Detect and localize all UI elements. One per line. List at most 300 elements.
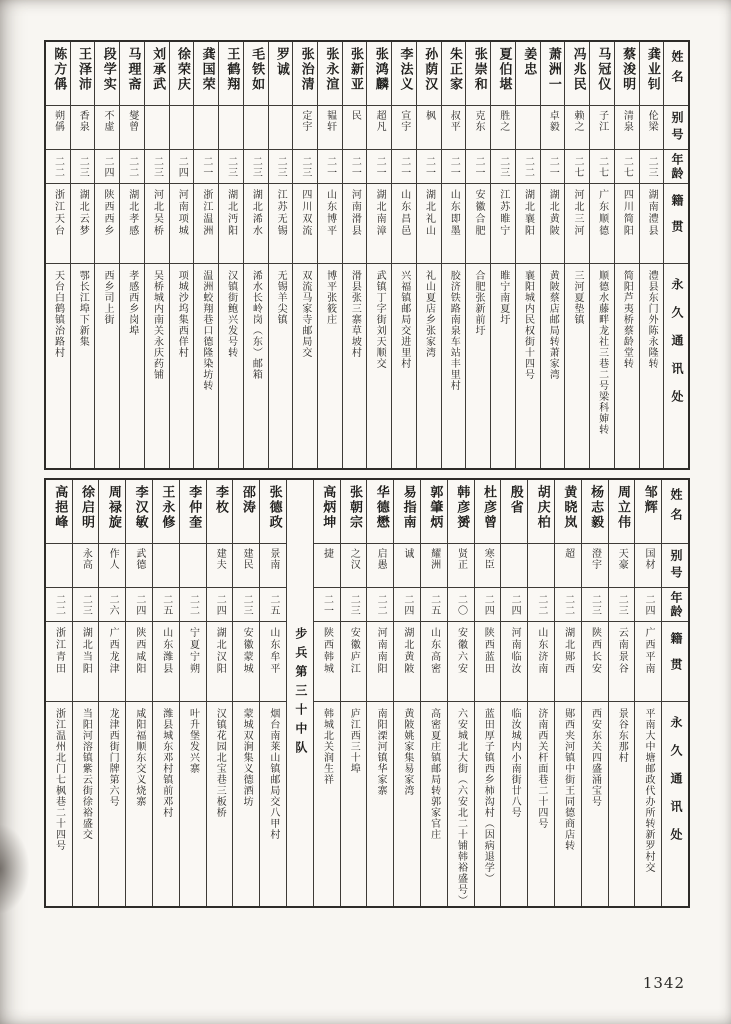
person-name-text: 马理斋 [125,47,141,92]
person-address [640,264,664,468]
roster-column [233,480,260,906]
person-age-text: 二四 [133,593,145,616]
roster-table-bottom [44,478,690,908]
roster-column [120,42,145,468]
person-age [392,150,416,184]
person-native-place-text: 宁夏宁朔 [187,627,199,675]
person-address [233,702,259,906]
person-age-text: 二二 [187,593,199,616]
person-native-place [126,622,152,702]
roster-column [73,480,100,906]
person-native-place-text: 浙江青田 [53,627,65,675]
roster-column [341,480,368,906]
person-address [180,702,206,906]
person-age-text: 二一 [398,155,410,178]
page-number: 1342 [642,974,685,992]
person-age [448,588,474,622]
person-alias [318,106,342,150]
person-native-place-text: 湖北黄陂 [547,189,559,237]
person-address [99,702,125,906]
person-name [73,480,99,544]
person-native-place-text: 河北吴桥 [151,189,163,237]
person-age [260,588,286,622]
scan-smudge [0,824,30,914]
person-alias [244,106,268,150]
person-age [341,588,367,622]
person-address [466,264,490,468]
person-alias [367,106,391,150]
person-address-text: 蓝田厚子镇西乡柿沟村（因病退学） [482,708,494,884]
person-name [541,42,565,106]
person-address-text: 礼山夏店乡张家湾 [423,270,435,358]
person-alias-text: 枫 [423,110,435,121]
person-alias-text: 永高 [80,548,92,570]
person-native-place-text: 山东潍县 [160,627,172,675]
person-name [318,42,342,106]
person-native-place [475,622,501,702]
person-address [516,264,540,468]
person-native-place [46,622,72,702]
person-age [233,588,259,622]
person-age [343,150,367,184]
person-name-text: 龚业钊 [644,47,660,92]
person-age [170,150,194,184]
person-name-text: 张朝宗 [347,485,362,530]
person-address-text: 平南大中塘邮政代办所转新罗村交 [643,708,655,873]
person-name [555,480,581,544]
roster-column [491,42,516,468]
person-address-text: 济南西关杆面巷二十四号 [535,708,547,829]
person-age [609,588,635,622]
person-name-text: 王永修 [159,485,175,530]
person-age [120,150,144,184]
person-name [99,480,125,544]
person-native-place-text: 浙江温洲 [200,189,212,237]
person-age-text: 二三 [80,593,92,616]
person-alias-text: 景南 [267,548,279,570]
person-address-text: 黄陂姚家集易家湾 [401,708,413,796]
person-native-place-text: 安徽合肥 [473,189,484,237]
person-alias [73,544,99,588]
header-name-label-text: 姓名 [669,488,683,528]
person-alias-text: 天豪 [616,548,628,570]
person-alias [582,544,608,588]
roster-column [565,42,590,468]
person-native-place-text: 山东高密 [428,627,440,675]
person-age [635,588,661,622]
person-alias [590,106,614,150]
person-address-text: 西乡司上街 [101,270,113,325]
person-address-text: 项城沙坞集西佯村 [176,270,188,358]
person-age-text: 二七 [596,155,608,178]
roster-column [343,42,368,468]
person-age [442,150,466,184]
person-address-text: 韩城北关润生祥 [321,708,333,785]
person-native-place-text: 广东顺德 [596,189,608,237]
person-name-text: 杨志毅 [588,485,604,530]
person-native-place-text: 山东即墨 [448,189,460,237]
person-alias [233,544,259,588]
person-native-place [501,622,527,702]
person-alias-text: 作人 [107,548,119,570]
person-age-text: 二一 [423,155,435,178]
person-native-place [367,622,393,702]
person-age-text: 二一 [349,155,361,178]
person-alias [555,544,581,588]
person-age-text: 二三 [646,155,658,178]
person-address-text: 无锡羊尖镇 [275,270,287,325]
person-name [194,42,218,106]
roster-column [394,480,421,906]
person-name-text: 李法义 [397,47,413,92]
person-alias [501,544,527,588]
person-alias-text: 超凡 [374,110,386,132]
person-alias [635,544,661,588]
person-alias [46,544,72,588]
person-address-text: 睢宁南夏圩 [497,270,509,325]
person-alias-text: 清泉 [621,110,633,132]
person-name-text: 毛铁如 [249,47,265,92]
person-name [516,42,540,106]
person-native-place [269,184,293,264]
person-native-place [392,184,416,264]
person-age-text: 二三 [348,593,360,616]
person-alias-text: 寒臣 [482,548,494,570]
person-alias [528,544,554,588]
person-age-text: 二四 [643,593,655,616]
roster-column [153,480,180,906]
person-name-text: 姜忠 [521,47,537,77]
person-age-text: 二五 [160,593,172,616]
person-name-text: 郭肇炳 [427,485,443,530]
header-alias-label-text: 别号 [669,549,683,583]
person-native-place-text: 河南南阳 [375,627,387,675]
roster-column [421,480,448,906]
person-name-text: 杜彦曾 [480,485,496,530]
person-native-place [555,622,581,702]
person-name [367,480,393,544]
person-name-text: 刘承武 [150,47,166,92]
roster-column [367,42,392,468]
person-native-place [244,184,268,264]
person-native-place [99,622,125,702]
person-address-text: 武镇丁字街刘天顺交 [374,270,386,369]
person-native-place-text: 湖北浠水 [250,189,262,237]
person-address-text: 景谷东那村 [616,708,628,763]
person-address-text: 南阳溧河镇华家寨 [375,708,387,796]
roster-table-top [44,40,690,470]
person-name-text: 殷省 [507,485,523,515]
person-address [501,702,527,906]
person-native-place [233,622,259,702]
person-age-text: 二〇 [455,593,467,616]
person-native-place [260,622,286,702]
person-age [615,150,639,184]
header-native-label-text: 籍贯 [669,632,683,684]
person-name-text: 龚国荣 [199,47,215,92]
header-native-label-text: 籍贯 [670,194,685,246]
person-address [491,264,515,468]
person-name [126,480,152,544]
header-age-label-text: 年龄 [669,590,683,619]
roster-column [260,480,287,906]
person-alias-text: 伦梁 [646,110,658,132]
person-alias [448,544,474,588]
person-age [367,588,393,622]
person-name [269,42,293,106]
person-name-text: 萧洲一 [545,47,561,92]
person-age-text: 二二 [126,155,138,178]
person-name [170,42,194,106]
person-native-place-text: 湖北汉阳 [214,627,226,675]
person-address-text: 温洲蛟翔巷口德隆染坊转 [200,270,212,391]
person-age [516,150,540,184]
person-native-place-text: 湖北郧西 [562,627,574,675]
person-name-text: 李汉敏 [132,485,148,530]
person-native-place [582,622,608,702]
person-name [491,42,515,106]
person-age-text: 二一 [324,155,336,178]
roster-column [207,480,234,906]
person-name [244,42,268,106]
roster-column [46,480,73,906]
roster-column [46,42,71,468]
roster-column [635,480,662,906]
person-age [293,150,317,184]
person-age-text: 二三 [589,593,601,616]
person-address-text: 庐江西三十埠 [348,708,360,774]
person-age-text: 二三 [77,155,89,178]
person-native-place-text: 山东博平 [324,189,336,237]
person-alias [293,106,317,150]
person-alias-text: 之汉 [348,548,360,570]
person-address-text: 当阳河溶镇紫云街徐裕盛交 [80,708,92,840]
person-alias-text: 民 [349,110,361,121]
roster-column [293,42,318,468]
person-address [475,702,501,906]
person-address-text: 黄陂蔡店邮局转萧家湾 [547,270,559,380]
person-native-place [341,622,367,702]
roster-column [640,42,665,468]
person-address [71,264,95,468]
person-name-text: 王泽沛 [75,47,91,92]
person-age-text: 二五 [267,593,279,616]
person-alias [71,106,95,150]
person-name-text: 韩彦赟 [454,485,470,530]
person-address [541,264,565,468]
person-age [640,150,664,184]
person-name-text: 张新亚 [348,47,364,92]
person-name-text: 张鸿麟 [372,47,388,92]
person-age-text: 二七 [571,155,583,178]
person-age [219,150,243,184]
person-native-place [640,184,664,264]
person-address [528,702,554,906]
person-address-text: 烟台南莱山镇邮局交八甲村 [267,708,279,840]
roster-column [448,480,475,906]
person-address [269,264,293,468]
person-alias [394,544,420,588]
person-age [541,150,565,184]
person-alias [392,106,416,150]
person-age-text: 二三 [250,155,262,178]
person-name [582,480,608,544]
person-address [367,702,393,906]
person-age-text: 二二 [375,593,387,616]
person-name [590,42,614,106]
roster-column [475,480,502,906]
person-age-text: 二一 [321,593,333,616]
roster-column [244,42,269,468]
person-address-text: 孝感西乡岗埠 [126,270,138,336]
person-name-text: 易指南 [400,485,416,530]
person-native-place-text: 四川简阳 [621,189,633,237]
person-age [582,588,608,622]
person-name-text: 孙荫汉 [422,47,438,92]
roster-column [516,42,541,468]
roster-column [180,480,207,906]
person-alias-text: 启愚 [375,548,387,570]
person-native-place-text: 浙江天台 [52,189,64,237]
person-name-text: 徐荣庆 [174,47,190,92]
person-alias [170,106,194,150]
header-name-label-text: 姓名 [670,50,685,90]
header-column [662,480,688,906]
person-alias [609,544,635,588]
person-age-text: 二三 [151,155,163,178]
person-address [95,264,119,468]
person-name [207,480,233,544]
person-address-text: 顺德水藤畔龙社三巷二号梁科婶转 [596,270,608,435]
roster-column [367,480,394,906]
person-address [314,702,340,906]
person-name [609,480,635,544]
person-address [590,264,614,468]
person-address-text: 浙江温州北门七枫巷二十四号 [53,708,65,851]
person-native-place [153,622,179,702]
person-native-place-text: 山东昌邑 [398,189,410,237]
person-alias-text: 国材 [643,548,655,570]
person-age [46,588,72,622]
person-native-place [95,184,119,264]
header-age-label [664,150,688,184]
header-address-label [662,702,688,906]
person-age-text: 二三 [299,155,311,178]
person-native-place-text: 江苏睢宁 [497,189,509,237]
person-name [71,42,95,106]
roster-column [219,42,244,468]
person-native-place [46,184,70,264]
person-address [392,264,416,468]
person-age [99,588,125,622]
person-name-text: 冯兆民 [570,47,586,92]
person-alias-text: 定宇 [299,110,311,132]
person-name [466,42,490,106]
person-age-text: 二四 [482,593,494,616]
person-native-place-text: 陕西韩城 [321,627,333,675]
person-native-place [565,184,589,264]
person-alias-text: 香泉 [77,110,89,132]
roster-column [615,42,640,468]
person-native-place-text: 河南临汝 [509,627,521,675]
header-address-label-text: 永久通讯处 [669,716,683,856]
person-alias [640,106,664,150]
person-alias [207,544,233,588]
person-name [46,480,72,544]
person-native-place [71,184,95,264]
person-alias [46,106,70,150]
person-name-text: 高挹峰 [52,485,68,530]
person-native-place-text: 湖北当阳 [80,627,92,675]
person-name-text: 陈方偁 [51,47,67,92]
person-name-text: 华德懋 [373,485,389,530]
person-alias [516,106,540,150]
person-name-text: 段学实 [100,47,116,92]
person-age [367,150,391,184]
header-name-label [664,42,688,106]
person-native-place-text: 湖北黄陂 [401,627,413,675]
person-alias-text: 宣宇 [398,110,410,132]
person-name-text: 夏伯堪 [496,47,512,92]
person-address-text: 叶升堡发兴寨 [187,708,199,774]
person-native-place-text: 陕西长安 [589,627,601,675]
person-native-place-text: 江苏无锡 [275,189,287,237]
person-alias [466,106,490,150]
person-address [120,264,144,468]
roster-column [590,42,615,468]
person-address [260,702,286,906]
header-native-label [664,184,688,264]
person-alias-text: 建夫 [214,548,226,570]
person-native-place [615,184,639,264]
roster-column [314,480,341,906]
person-native-place [421,622,447,702]
person-address [194,264,218,468]
person-name [314,480,340,544]
person-name [95,42,119,106]
roster-column [442,42,467,468]
person-alias-text: 韫轩 [324,110,336,132]
person-age-text: 二一 [448,155,460,178]
person-address [170,264,194,468]
person-age [207,588,233,622]
person-alias [343,106,367,150]
person-native-place [466,184,490,264]
person-native-place [635,622,661,702]
person-age [95,150,119,184]
person-age [269,150,293,184]
person-name-text: 周禄旋 [105,485,121,530]
person-age [501,588,527,622]
roster-column [318,42,343,468]
person-native-place [516,184,540,264]
person-address [367,264,391,468]
person-address-text: 汉镇花园北宝巷三板桥 [214,708,226,818]
person-address [582,702,608,906]
person-address [615,264,639,468]
header-column [664,42,688,468]
person-alias [442,106,466,150]
person-name [180,480,206,544]
person-age-text: 二二 [522,155,534,178]
person-name [421,480,447,544]
person-alias [126,544,152,588]
person-native-place [170,184,194,264]
person-age-text: 二四 [509,593,521,616]
person-address-text: 胶济铁路南泉车站丰里村 [448,270,460,391]
person-native-place-text: 湖北礼山 [423,189,435,237]
person-address [73,702,99,906]
